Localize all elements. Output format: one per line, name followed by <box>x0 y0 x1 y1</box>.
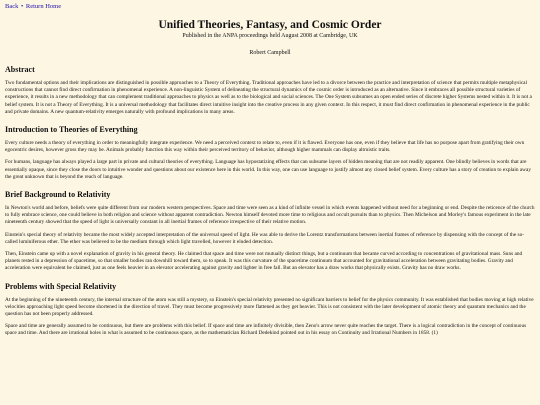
paragraph: Two fundamental options and their implications are distinguished in possible approaches to a Theory of Everything. Traditional approaches have led to a divorce between the practice and interpretation of science that permits multiple metaphysical constructions that cannot find direct confirmation in phenomenal experience. A non-linguistic System of delineating the structural dynamics of the cosmic order is introduced as an alternative. Since it embraces all possible structural varieties of experience, it results in a new methodology that can complement traditional approaches to physics as well as to the biological and social sciences. The One System subsumes an open ended series of discrete higher Systems nested within it. It is not a belief system. It is not a Theory of Everything. It is a universal methodology that facilitates direct intuitive insight into the creative process in any given context. In this respect, it must find direct confirmation in phenomenal experience in the public and private domains. A new quantum-relativity emerges naturally with profound implications in many areas. <box>5 80 532 115</box>
section-heading: Abstract <box>5 65 35 74</box>
back-link[interactable]: Back <box>5 3 19 10</box>
paragraph: Then, Einstein came up with a novel explanation of gravity in his general theory. He claimed that space and time were not mutually distinct things, but a continuum that became curved according to concentrations of gravitational mass. Suns and planets rested in a depression of spacetime, so that smaller bodies ran downhill toward them, so to speak. It was this curvature of the spacetime continuum that accounted for gravitational acceleration between gravitating bodies. Gravity and acceleration were equivalent he claimed, just as one feels heavier in an elevator accelerating against gravity and lighter in free fall. But an elevator has a draw works that physically exists. Gravity has no draw works. <box>5 251 523 272</box>
section-abstract <box>5 65 535 116</box>
paragraph: In Newton's world and before, beliefs were quite different from our modern western perspectives. Space and time were seen as a kind of infinite vessel in which events happened without need for a beginning or end. Despite the reticence of the church to fully embrace science, one could believe in both religion and science without apparent contradiction. Newton himself devoted more time to religious and occult pursuits than to physics. Then Michelson and Morley's famous experiment in the late nineteenth century showed that the speed of light is universally constant in all inertial frames of reference irrespective of their relative motion. <box>5 205 535 226</box>
page-title: Unified Theories, Fantasy, and Cosmic Order <box>158 19 382 31</box>
section-relativity-background <box>5 190 535 273</box>
author-name: Robert Campbell <box>249 50 291 56</box>
paragraph: Einstein's special theory of relativity became the most widely accepted interpretation of the universal speed of light. He was able to derive the Lorentz transformations between inertial frames of reference by dispensing with the concept of the so-called luminiferous ether. The ether was believed to be the medium through which light travelled, however it eluded detection. <box>5 231 524 245</box>
section-heading: Problems with Special Relativity <box>5 281 117 291</box>
top-nav <box>5 3 535 11</box>
section-special-relativity-problems <box>5 282 535 338</box>
return-home-link[interactable]: Return Home <box>25 3 62 10</box>
section-heading: Introduction to Theories of Everything <box>5 125 138 135</box>
section-introduction <box>5 125 535 181</box>
paragraph: At the beginning of the nineteenth century, the internal structure of the atom was still a mystery, so Einstein's special relativity presented no significant barriers to belief for the physics community. It was established that bodies moving at high relative velocities approaching light speed become shortened in the direction of travel. They must become progressively more flattened as they get heavier. This is not consistent with the later development of atomic theory and quantum mechanics and the question has not been properly addressed. <box>5 296 534 318</box>
article-header <box>5 19 535 56</box>
nav-separator: • <box>20 3 24 10</box>
section-heading: Brief Background to Relativity <box>5 190 111 200</box>
publication-info: Published in the ANPA proceedings held August 2008 at Cambridge, UK <box>182 33 358 39</box>
paragraph: Space and time are generally assumed to be continuous, but there are problems with this belief. If space and time are infinitely divisible, then Zeno's arrow never quite reaches the target. There is a logical contradiction in the concept of continuous space and time. And there are irrational holes in what is assumed to be continuous space, as the mathematician Richard Dedekind pointed out in his essay on Continuity and Irrational Numbers in 1858. (1) <box>5 323 527 337</box>
paragraph: For humans, language has always played a large part in private and cultural theories of everything. Language has hypostatizing effects that can subsume layers of hidden meaning that are not readily apparent. One blindly believes in words that are essentially opaque, since they close the doors to intuitive wonder and questions about our existence here in this world. In this way, one can use language to justify almost any closed belief system. Every culture has a story of creation to explain away the great unknown that is beyond the reach of language. <box>5 159 531 180</box>
paragraph: Every culture needs a theory of everything in order to meaningfully integrate experience. We need a perceived context to relate to, even if it is flawed. Everyone has one, even if they believe that life has no purpose apart from gratifying their own egocentric desires, however gross they may be. Animals probably function this way within their perceived territory of behavior, although higher mammals can display altruistic traits. <box>5 140 525 154</box>
